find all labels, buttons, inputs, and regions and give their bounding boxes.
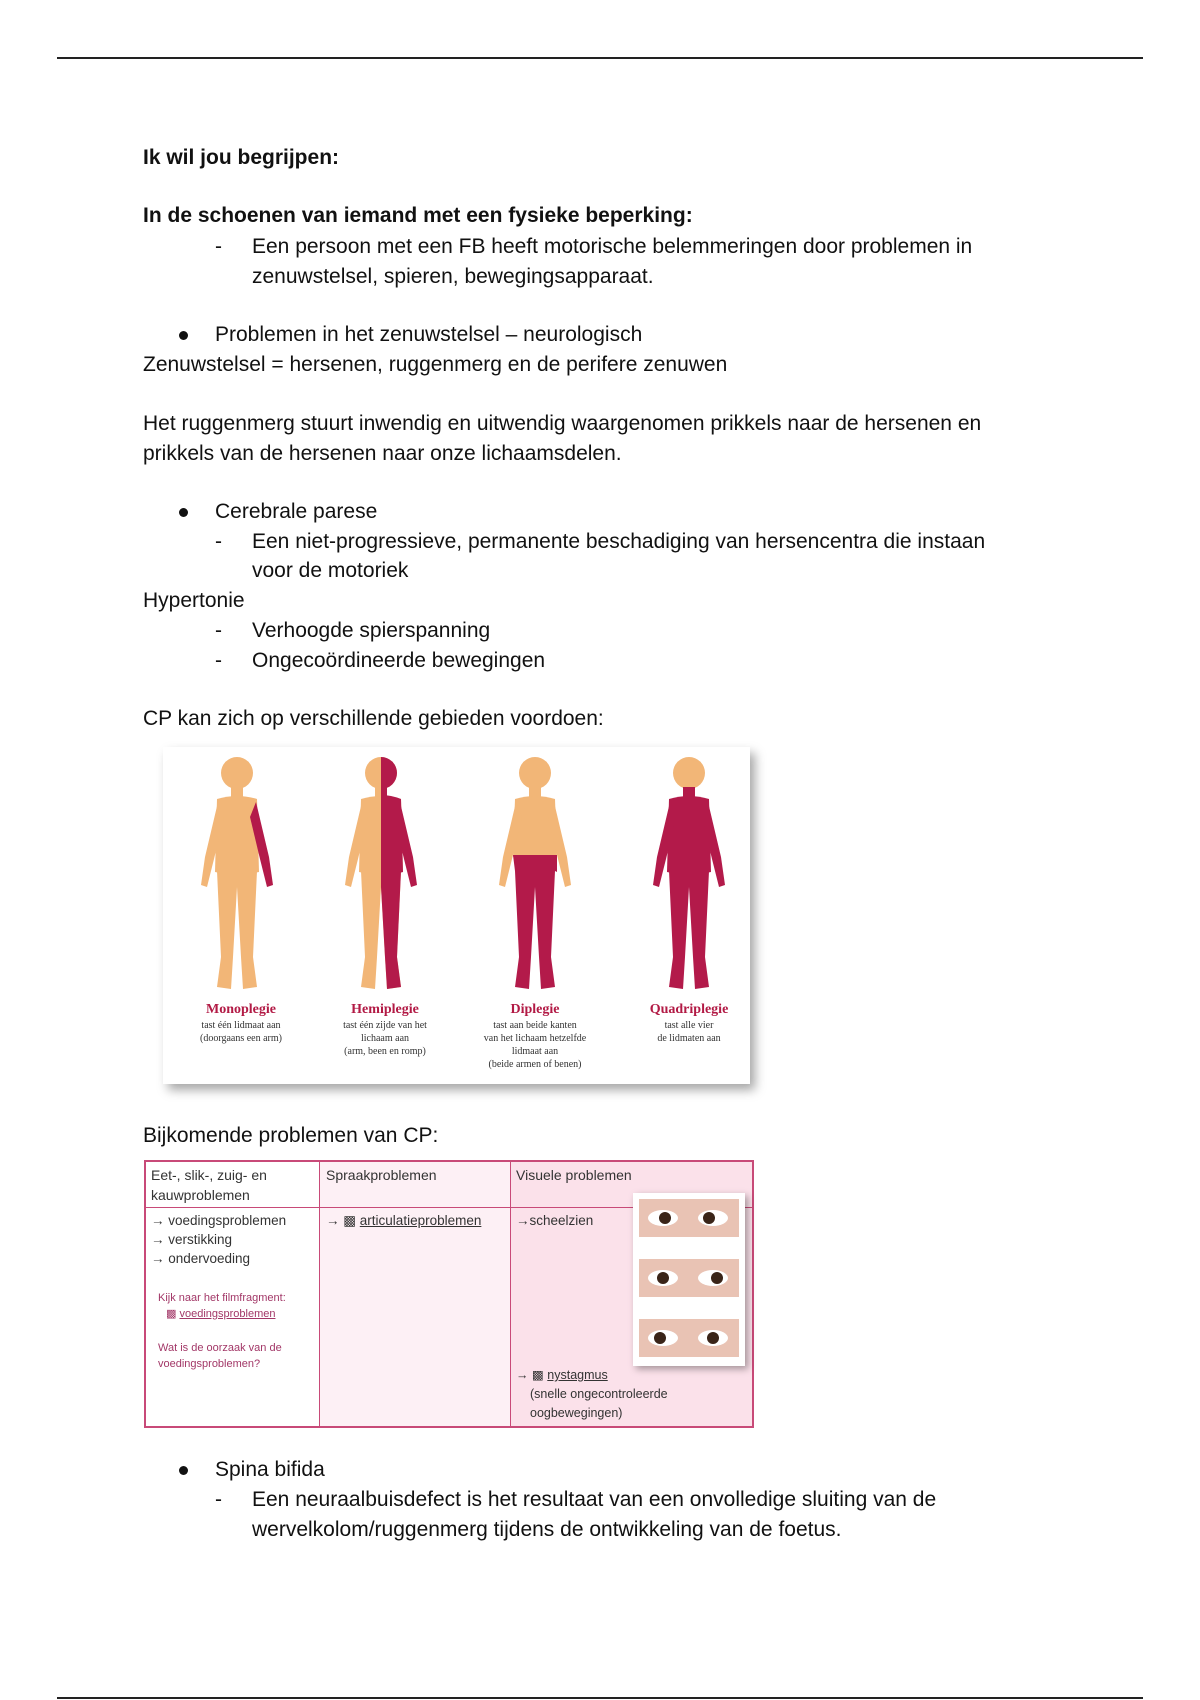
label-monoplegie [171,1001,311,1045]
film-link-row [166,1306,275,1322]
film-link-voedingsproblemen[interactable]: voedingsproblemen [179,1308,276,1320]
top-rule [57,57,1143,59]
link-nystagmus[interactable]: nystagmus [547,1368,608,1382]
bullet-cerebrale-parese: Cerebrale parese [215,500,378,523]
body-hemiplegie [345,757,417,989]
dash-marker: - [215,530,222,553]
label-diplegie [465,1001,605,1071]
figure-desc: (beide armen of benen) [488,1059,582,1070]
zenuwstelsel-definition: Zenuwstelsel = hersenen, ruggenmerg en de perifere zenuwen [143,353,728,376]
bullet-zenuwstelsel: Problemen in het zenuwstelsel – neurologisch [215,323,643,346]
eating-item: → ondervoeding [151,1251,251,1266]
nystagmus-row [516,1365,608,1385]
dash-marker: - [215,649,222,672]
body-quadriplegie [653,757,725,989]
bullet-icon [179,1466,188,1475]
arrow-icon: → [326,1213,340,1228]
table-intro: Bijkomende problemen van CP: [143,1124,439,1147]
cause-question-line1: Wat is de oorzaak van de [158,1342,282,1354]
dash-marker: - [215,235,222,258]
figure-desc: van het lichaam hetzelfde [483,1033,587,1044]
cp-definition-line2: voor de motoriek [252,559,409,582]
ruggenmerg-para-line1: Het ruggenmerg stuurt inwendig en uitwendig waargenomen prikkels naar de hersenen en [143,412,982,435]
bottom-rule [57,1697,1143,1699]
dash-marker: - [215,1488,222,1511]
figure-desc: tast één zijde van het [343,1020,427,1031]
cp-definition-line1: Een niet-progressieve, permanente beschadiging van hersencentra die instaan [252,530,986,553]
strabismus-photos [633,1193,745,1366]
label-quadriplegie [619,1001,759,1045]
body-monoplegie [201,757,273,989]
eyes-illustration [633,1193,745,1366]
figure-name: Diplegie [510,1002,560,1017]
speech-item [326,1211,481,1231]
header-eating-line2: kauwproblemen [151,1187,250,1203]
figure-name: Monoplegie [206,1002,276,1017]
section-heading: In de schoenen van iemand met een fysieke beperking: [143,204,693,227]
arrow-icon: → [516,1368,529,1382]
intro-text-line2: zenuwstelsel, spieren, bewegingsapparaat. [252,265,654,288]
visual-item: →scheelzien [516,1213,594,1228]
header-eating [151,1165,267,1205]
intro-text-line1: Een persoon met een FB heeft motorische belemmeringen door problemen in [252,235,973,258]
bullet-icon [179,331,188,340]
figure-desc: tast één lidmaat aan [201,1020,281,1031]
nystagmus-desc-line2: oogbewegingen) [530,1406,623,1420]
figure-name: Hemiplegie [351,1002,419,1017]
cp-body-figure [163,747,750,1084]
dash-marker: - [215,619,222,642]
figure-desc: tast alle vier [664,1020,714,1031]
film-note: Kijk naar het filmfragment: [158,1292,286,1304]
hypertonie-item: Ongecoördineerde bewegingen [252,649,546,672]
figure-desc: (doorgaans een arm) [199,1033,282,1044]
header-speech: Spraakproblemen [326,1167,437,1183]
body-diplegie [499,757,571,989]
figure-desc: de lidmaten aan [657,1033,721,1044]
nystagmus-desc-line1: (snelle ongecontroleerde [530,1387,668,1401]
figure-desc: (arm, been en romp) [344,1046,426,1057]
hypertonie-label: Hypertonie [143,589,245,612]
eating-item: → verstikking [151,1232,233,1247]
hypertonie-item: Verhoogde spierspanning [252,619,491,642]
figure-desc: tast aan beide kanten [493,1020,577,1031]
cp-areas-intro: CP kan zich op verschillende gebieden voordoen: [143,707,604,730]
spina-bifida-line1: Een neuraalbuisdefect is het resultaat van een onvolledige sluiting van de [252,1488,937,1511]
label-hemiplegie [315,1001,455,1058]
eating-item: → voedingsproblemen [151,1213,287,1228]
bullet-icon [179,508,188,517]
table-column-speech [320,1162,511,1426]
header-visual: Visuele problemen [516,1167,632,1183]
header-eating-line1: Eet-, slik-, zuig- en [151,1167,267,1183]
spina-bifida-line2: wervelkolom/ruggenmerg tijdens de ontwikkeling van de foetus. [252,1518,842,1541]
bullet-spina-bifida: Spina bifida [215,1458,325,1481]
figure-desc: lichaam aan [360,1033,410,1044]
figure-name: Quadriplegie [649,1002,729,1017]
ruggenmerg-para-line2: prikkels van de hersenen naar onze lichaamsdelen. [143,442,622,465]
cp-problems-table [144,1160,754,1428]
film-camera-icon: ▩ [343,1213,357,1228]
film-camera-icon: ▩ [531,1368,544,1382]
figure-desc: lidmaat aan [511,1046,559,1057]
cause-question-line2: voedingsproblemen? [158,1358,261,1370]
link-articulatieproblemen[interactable]: articulatieproblemen [359,1213,482,1228]
film-camera-icon: ▩ [166,1308,177,1320]
page-heading: Ik wil jou begrijpen: [143,146,340,169]
